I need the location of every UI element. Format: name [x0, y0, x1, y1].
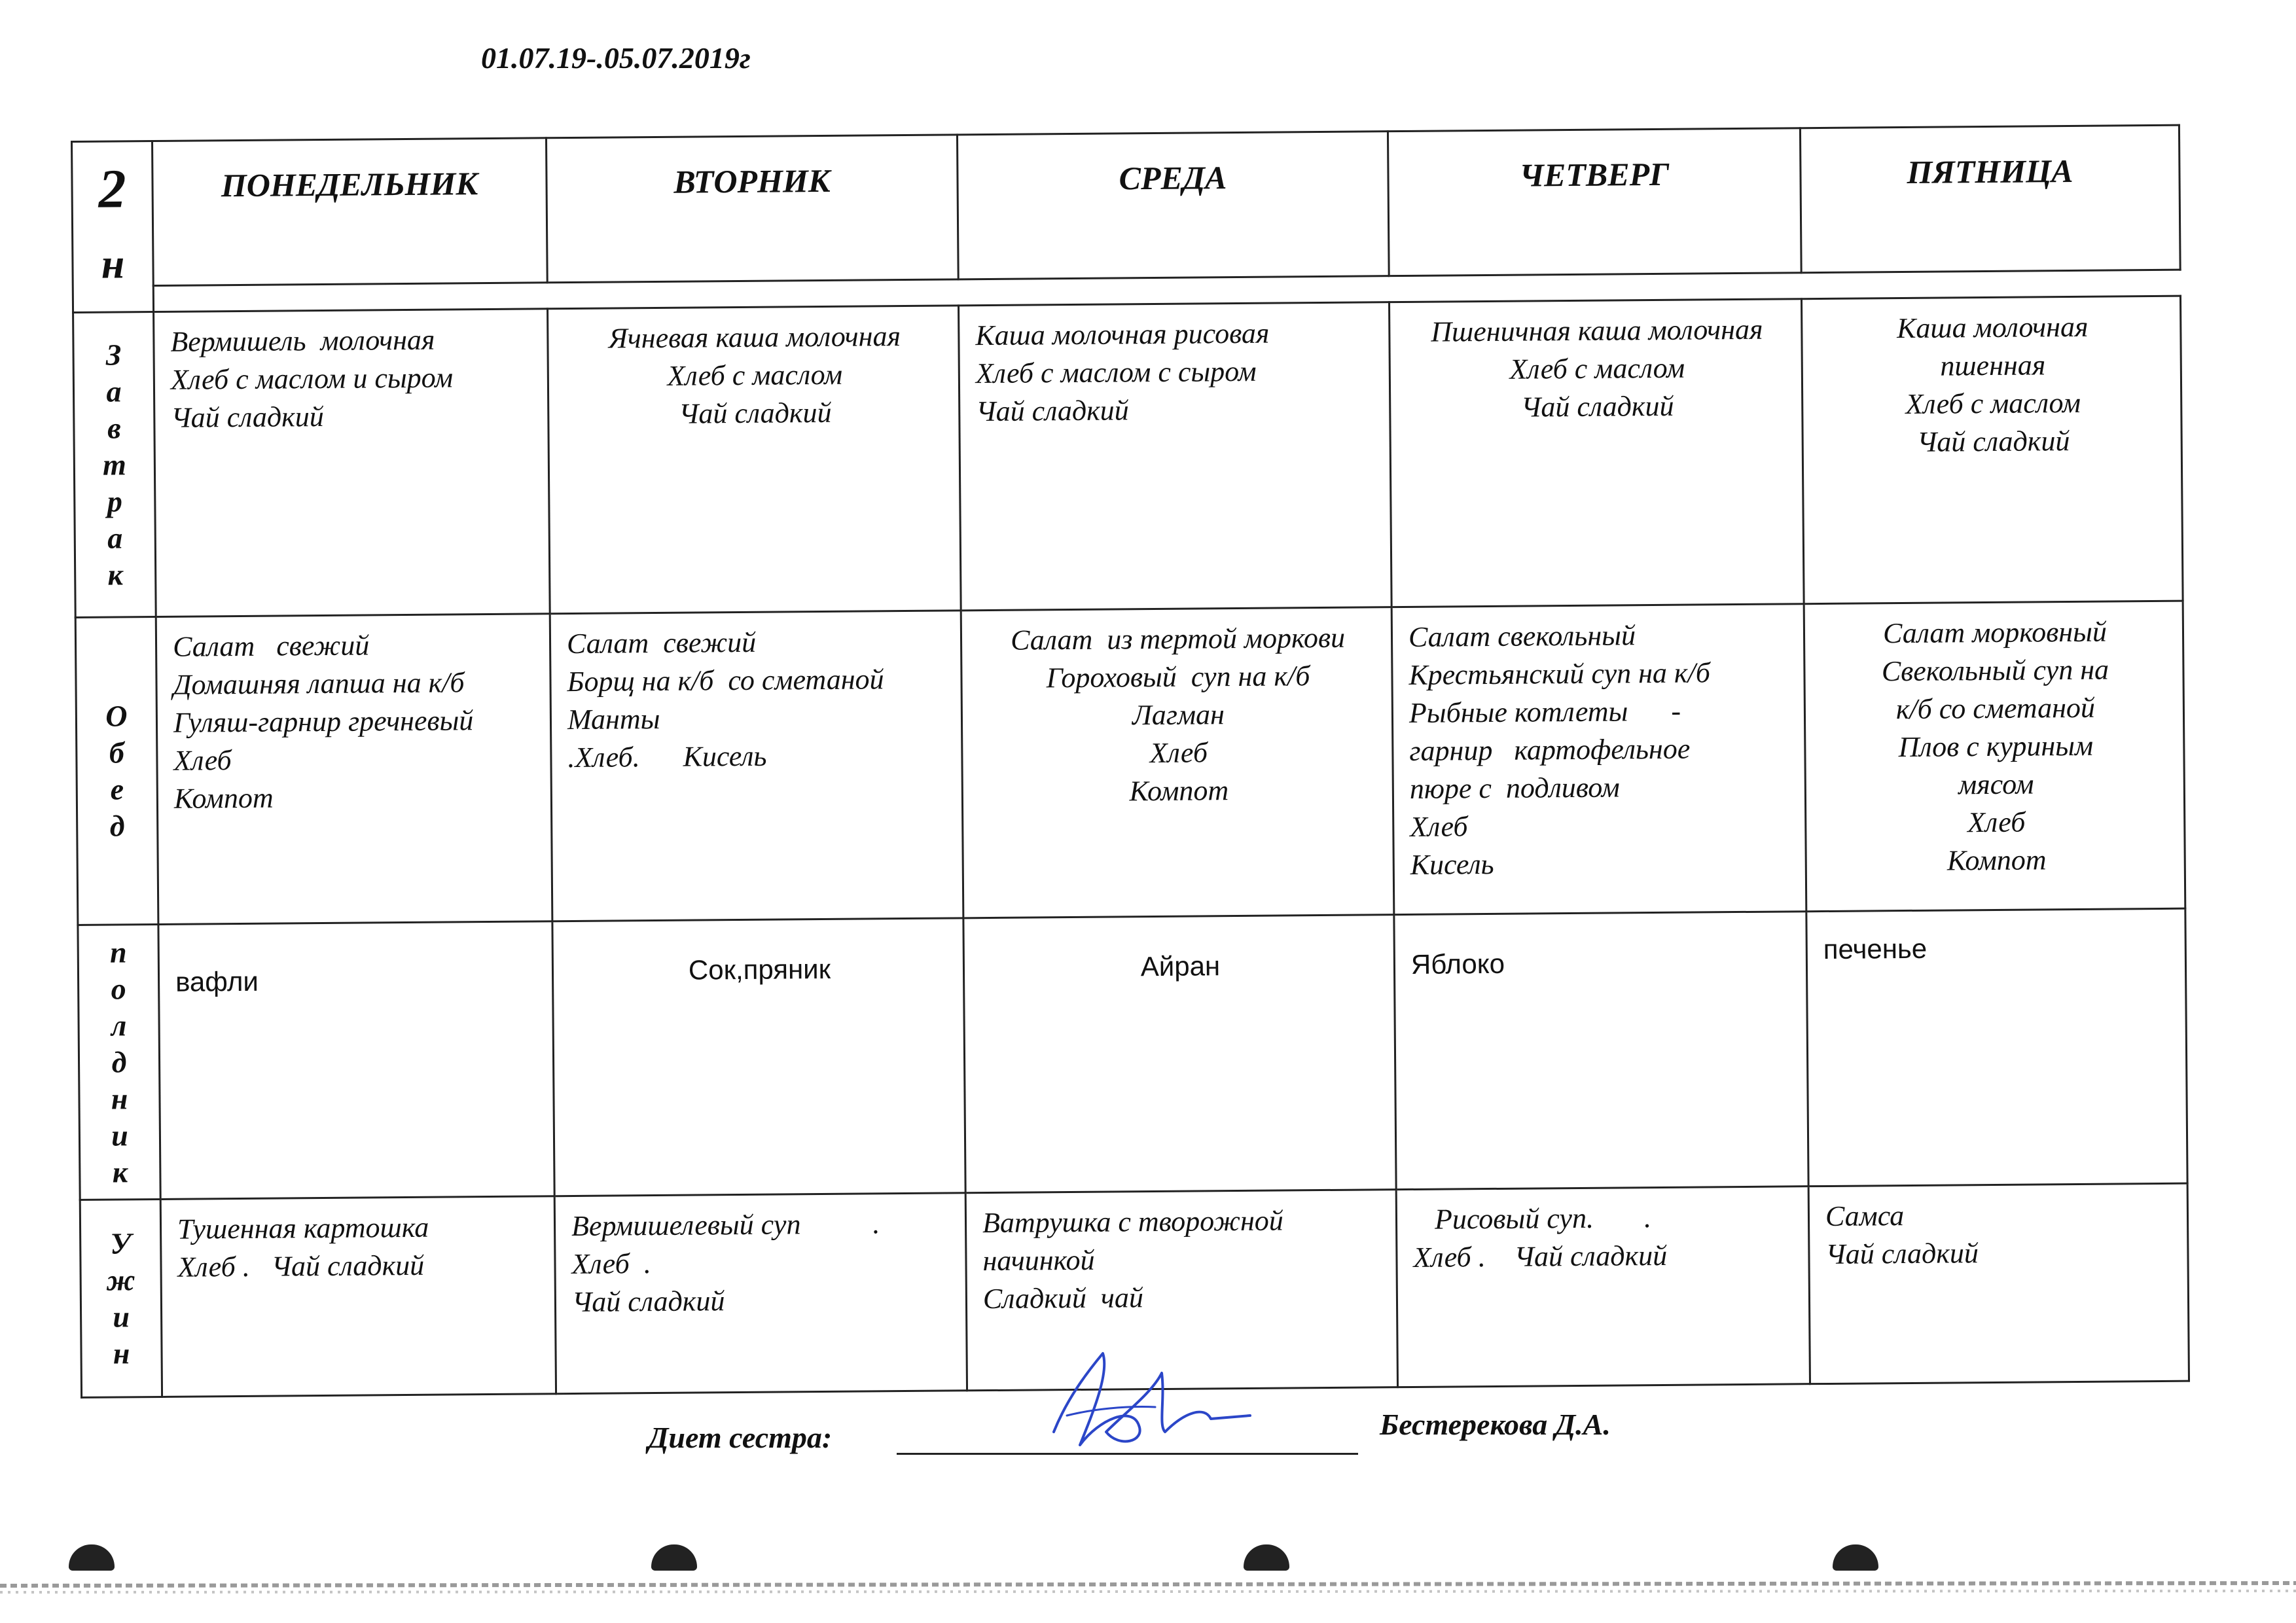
menu-line: Хлеб	[1967, 806, 2026, 839]
menu-line: Салат из тертой моркови	[1010, 621, 1346, 656]
menu-line: Салат свежий	[566, 626, 757, 660]
snack-wednesday	[963, 915, 1396, 1193]
menu-line: Самса	[1825, 1200, 1905, 1232]
day-header-thursday: ЧЕТВЕРГ	[1388, 128, 1801, 276]
menu-line: Чай сладкий	[1520, 389, 1674, 423]
meal-label-lunch	[75, 616, 158, 925]
menu-line: гарнир картофельное	[1409, 732, 1691, 767]
menu-line: Сладкий чай	[982, 1281, 1144, 1315]
meal-label-letter: н	[111, 1081, 128, 1116]
menu-line: вафли	[175, 965, 259, 997]
menu-line: Тушенная картошка	[177, 1211, 429, 1245]
meal-label-letter: л	[111, 1008, 127, 1043]
menu-line: мясом	[1958, 768, 2034, 801]
meal-row-snack	[78, 908, 2187, 1200]
menu-line: пшенная	[1940, 349, 2046, 382]
meal-row-breakfast	[73, 296, 2183, 617]
meal-label-letter: т	[102, 447, 126, 482]
meal-label-letter: З	[105, 337, 122, 372]
meal-label-letter: а	[106, 374, 122, 408]
binder-edge-strip	[0, 1574, 2296, 1600]
menu-line: .Хлеб. Кисель	[567, 740, 767, 774]
dinner-tuesday	[554, 1193, 967, 1394]
meal-label-letter: п	[109, 935, 127, 969]
meal-label-letter: н	[113, 1336, 130, 1370]
menu-line: Яблоко	[1410, 948, 1505, 980]
meal-label-letter: У	[110, 1226, 132, 1260]
menu-line: Чай сладкий	[1916, 425, 2070, 458]
day-header-tuesday: ВТОРНИК	[546, 135, 958, 283]
menu-line: Салат свежий	[172, 629, 370, 663]
lunch-tuesday	[550, 611, 963, 921]
menu-line: Компот	[1129, 774, 1229, 808]
menu-line: Хлеб с маслом	[667, 358, 843, 392]
binder-hole	[651, 1544, 697, 1571]
menu-line: Хлеб . Чай сладкий	[1413, 1239, 1668, 1274]
week-letter: н	[101, 240, 125, 287]
menu-line: Салат свекольный	[1408, 619, 1636, 653]
meal-label-dinner	[80, 1199, 162, 1397]
binder-hole	[1833, 1544, 1878, 1571]
signature-block	[0, 1406, 2296, 1458]
meal-label-letter: р	[107, 484, 123, 518]
binder-hole	[69, 1544, 115, 1571]
meal-label-letter: д	[109, 808, 125, 843]
menu-line: Чай сладкий	[571, 1285, 725, 1319]
menu-line: Вермишель молочная	[170, 323, 435, 358]
week-number: 2	[98, 158, 126, 220]
menu-line: пюре с подливом	[1409, 771, 1620, 805]
menu-line: Свекольный суп на	[1881, 653, 2109, 688]
lunch-thursday	[1391, 604, 1806, 915]
menu-line: Хлеб с маслом с сыром	[975, 355, 1257, 390]
menu-line: Сок,пряник	[688, 953, 831, 986]
meal-label-letter: в	[107, 410, 121, 445]
meal-label-snack	[78, 924, 160, 1200]
menu-line: Хлеб . Чай сладкий	[177, 1249, 425, 1283]
binder-hole	[1244, 1544, 1289, 1571]
meal-label-letter: о	[111, 971, 126, 1006]
snack-monday	[158, 921, 554, 1200]
snack-friday	[1806, 908, 2187, 1186]
meal-label-letter: О	[105, 698, 128, 733]
meal-label-letter: и	[111, 1118, 128, 1152]
signer-name: Бестерекова Д.А.	[1380, 1408, 1611, 1441]
menu-line: к/б со сметаной	[1895, 691, 2096, 726]
menu-line: Манты	[567, 702, 660, 736]
menu-line: Айран	[1140, 950, 1221, 982]
day-header-monday: ПОНЕДЕЛЬНИК	[152, 138, 548, 286]
meal-label-letter: е	[110, 772, 124, 806]
menu-line: Вермишелевый суп .	[571, 1207, 880, 1243]
dinner-friday	[1808, 1183, 2189, 1384]
menu-line: начинкой	[982, 1243, 1095, 1277]
breakfast-thursday	[1389, 299, 1804, 607]
menu-line: Домашняя лапша на к/б	[173, 666, 465, 701]
menu-line: печенье	[1823, 933, 1928, 965]
week-number-cell	[72, 141, 154, 313]
header-row	[72, 125, 2181, 286]
meal-label-letter: к	[112, 1154, 128, 1189]
menu-line: Рыбные котлеты -	[1408, 694, 1681, 729]
meal-label-letter: б	[109, 735, 125, 770]
weekly-menu-table	[71, 124, 2190, 1399]
menu-line: Лагман	[1132, 698, 1225, 732]
dinner-thursday	[1396, 1186, 1810, 1387]
menu-line: Хлеб с маслом	[1905, 386, 2081, 420]
meal-label-letter: к	[107, 557, 124, 592]
menu-line: Чай сладкий	[976, 394, 1129, 428]
day-header-wednesday: СРЕДА	[957, 132, 1389, 279]
date-range: 01.07.19-.05.07.2019г	[481, 41, 751, 75]
menu-line: Чай сладкий	[171, 400, 324, 434]
menu-line: Рисовый суп. .	[1412, 1202, 1652, 1236]
menu-line: Компот	[1946, 844, 2047, 877]
breakfast-friday	[1801, 296, 2183, 604]
lunch-friday	[1804, 601, 2185, 912]
menu-line: Хлеб	[1149, 736, 1208, 770]
menu-line: Каша молочная	[1897, 310, 2089, 345]
menu-line: Каша молочная рисовая	[975, 317, 1270, 352]
menu-line: Компот	[173, 781, 274, 815]
menu-line: Гороховый суп на к/б	[1046, 660, 1310, 694]
menu-line: Плов с куриным	[1898, 729, 2094, 764]
menu-line: Чай сладкий	[1825, 1237, 1979, 1270]
menu-line: Хлеб	[1410, 810, 1468, 843]
signature-label: Диет сестра:	[648, 1421, 833, 1454]
breakfast-monday	[154, 309, 550, 617]
meal-label-letter: д	[111, 1044, 127, 1079]
menu-line: Борщ на к/б со сметаной	[567, 663, 884, 698]
dinner-monday	[160, 1196, 556, 1397]
menu-line: Ватрушка с творожной	[982, 1204, 1284, 1240]
lunch-wednesday	[961, 607, 1394, 918]
menu-line: Кисель	[1410, 847, 1494, 881]
day-header-friday: ПЯТНИЦА	[1800, 125, 2180, 273]
breakfast-tuesday	[548, 306, 961, 614]
menu-line: Пшеничная каша молочная	[1431, 313, 1763, 348]
meal-label-letter: а	[107, 520, 123, 555]
breakfast-wednesday	[959, 302, 1392, 611]
menu-line: Гуляш-гарнир гречневый	[173, 704, 474, 739]
menu-line: Салат морковный	[1882, 615, 2108, 650]
meal-label-letter: ж	[106, 1262, 135, 1297]
menu-line: Хлеб с маслом	[1509, 351, 1685, 385]
menu-line: Хлеб	[173, 744, 232, 777]
meal-row-lunch	[75, 601, 2185, 925]
menu-line: Хлеб с маслом и сыром	[170, 361, 454, 396]
snack-thursday	[1394, 912, 1808, 1190]
meal-label-breakfast	[73, 312, 156, 618]
handwritten-signature	[1041, 1334, 1257, 1465]
snack-tuesday	[552, 918, 965, 1196]
menu-line: Ячневая каша молочная	[608, 320, 901, 355]
menu-line: Крестьянский суп на к/б	[1408, 656, 1711, 691]
menu-line: Чай сладкий	[678, 396, 832, 430]
lunch-monday	[156, 614, 552, 925]
meal-label-letter: и	[113, 1299, 130, 1334]
menu-line: Хлеб .	[571, 1247, 651, 1281]
